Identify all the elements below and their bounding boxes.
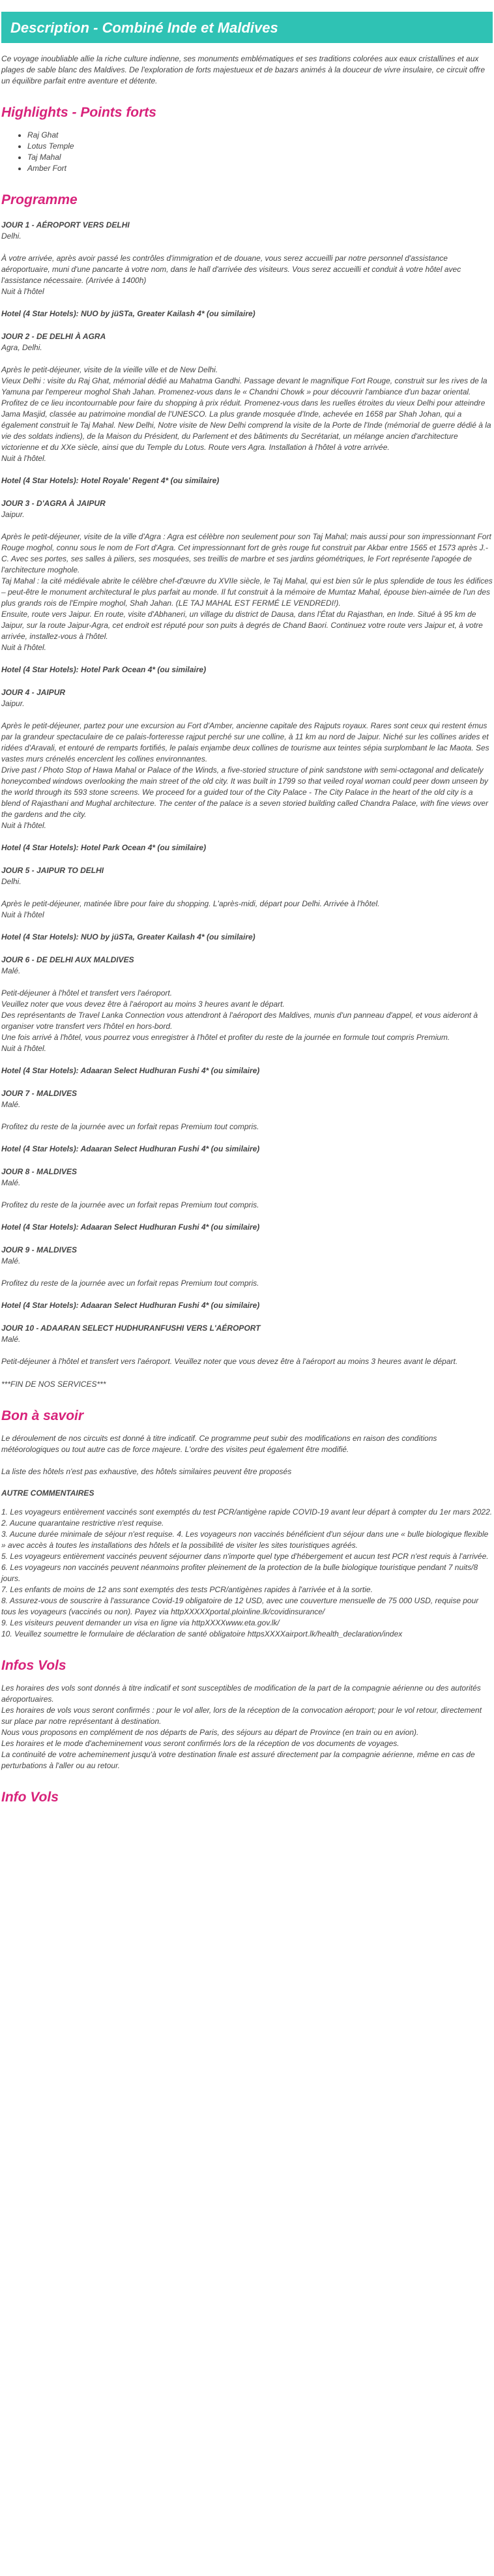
notes-heading: AUTRE COMMENTAIRES (1, 1488, 94, 1498)
day-city: Malé. (1, 1100, 21, 1109)
day-block (1, 220, 493, 319)
day-hotel: Hotel (4 Star Hotels): Adaaran Select Hudhuran Fushi 4* (ou similaire) (1, 1222, 260, 1232)
bon-a-savoir-heading: Bon à savoir (1, 1408, 84, 1423)
day-block (1, 1088, 493, 1155)
day-paragraph: Une fois arrivé à l'hôtel, vous pourrez vous enregistrer à l'hôtel et profiter du reste de la journée en formule tout compris Premium. (1, 1033, 450, 1042)
day-paragraph: Vieux Delhi : visite du Raj Ghat, mémorial dédié au Mahatma Gandhi. Passage devant le magnifique Fort Rouge, construit sur les rives de la Yamuna par l'empereur moghol Shah Jahan. Promenez-vous dans le « Chandni Chowk » pour découvrir l'ambiance d'un bazar oriental. Profitez de ce lieu incontournable pour faire du shopping à prix réduit. Promenez-vous dans les ruelles étroites du vieux Delhi pour atteindre Jama Masjid, classée au patrimoine mondial de l'UNESCO. La plus grande mosquée d'Inde, achevée en 1658 par Shah Johan, qui a également construit le Taj Mahal. New Delhi, Notre visite de New Delhi comprend la visite de la Porte de l'Inde (mémorial de guerre dédié à la vie des soldats indiens), de la Maison du Président, du Parlement et des bâtiments du Secrétariat, un mélange ancien d'architecture victorienne et du XXe siècle, ainsi que du Temple du Lotus. Route vers Agra. Installation à l'hôtel à votre arrivée. (1, 376, 491, 452)
day-paragraph: Après le petit-déjeuner, visite de la ville d'Agra : Agra est célèbre non seulement pour son Taj Mahal; mais aussi pour son impressionnant Fort Rouge moghol, connu sous le nom de Fort d'Agra. Cet impressionnant fort de grès rouge fut construit par Akbar entre 1565 et 1573 après J.-C. Avec ses portes, ses salles à piliers, ses mosquées, ses treillis de marbre et ses jardins géométriques, le Fort représente l'apogée de l'architecture moghole. (1, 532, 491, 574)
day-paragraph: Ensuite, route vers Jaipur. En route, visite d'Abhaneri, un village du district de Dausa, dans l'État du Rajasthan, en Inde. Situé à 95 km de Jaipur, sur la route Jaipur-Agra, cet endroit est réputé pour son puits à degrés de Chand Baori. Continuez votre route vers Jaipur et, à votre arrivée, installez-vous à l'hôtel. (1, 610, 483, 641)
day-title: JOUR 6 - DE DELHI AUX MALDIVES (1, 955, 134, 964)
day-paragraph: Après le petit-déjeuner, visite de la vieille ville et de New Delhi. (1, 365, 218, 374)
programme-days (1, 220, 493, 1367)
notes-list (1, 1507, 493, 1640)
day-block (1, 955, 493, 1076)
note-item: 8. Assurez-vous de souscrire à l'assurance Covid-19 obligatoire de 12 USD, avec une couverture mensuelle de 75 000 USD, requise pour tous les voyageurs (vaccinés ou non). Payez via httpXXXXXportal.ploinline.lk/covidinsurance/ (1, 1596, 479, 1616)
spacer (1, 242, 493, 253)
note-item: 7. Les enfants de moins de 12 ans sont exemptés des tests PCR/antigènes rapides à l'arrivée et à la sortie. (1, 1585, 373, 1594)
vols-line: Nous vous proposons en complément de nos départs de Paris, des séjours au départ de Province (en train ou en avion). (1, 1728, 419, 1737)
note-item: 6. Les voyageurs non vaccinés peuvent néanmoins profiter pleinement de la protection de la bulle biologique touristique pendant 7 nuits/8 jours. (1, 1563, 478, 1583)
spacer (1, 709, 493, 720)
day-city: Jaipur. (1, 510, 25, 519)
note-item: 10. Veuillez soumettre le formulaire de déclaration de santé obligatoire httpsXXXXairport.lk/health_declaration/index (1, 1629, 403, 1638)
day-paragraph: Profitez du reste de la journée avec un forfait repas Premium tout compris. (1, 1122, 259, 1131)
day-hotel: Hotel (4 Star Hotels): Adaaran Select Hudhuran Fushi 4* (ou similaire) (1, 1144, 260, 1153)
vols-line: Les horaires et le mode d'acheminement vous seront confirmés lors de la réception de vos documents de voyages. (1, 1739, 400, 1748)
info-vols-heading: Info Vols (1, 1790, 59, 1805)
highlight-item: • Taj Mahal (27, 152, 493, 163)
infos-vols-heading: Infos Vols (1, 1658, 66, 1673)
spacer (1, 1110, 493, 1121)
day-paragraph: Drive past / Photo Stop of Hawa Mahal or Palace of the Winds, a five-storied structure of pink sandstone with semi-octagonal and delicately honeycombed windows overlooking the main street of the old city. It was built in 1799 so that veiled royal woman could peer down unseen by the world through its 593 stone screens. We proceed for a guided tour of the City Palace - The City Palace in the heart of the old city is a blend of Rajasthani and Mughal architecture. The center of the palace is a seven storied building called Chandra Palace, with fine views over the gardens and the city. (1, 765, 489, 819)
day-paragraph: Nuit à l'hôtel. (1, 454, 46, 463)
day-title: JOUR 4 - JAIPUR (1, 688, 66, 697)
day-title: JOUR 8 - MALDIVES (1, 1167, 78, 1176)
vols-line: La continuité de votre acheminement jusqu'à votre destination finale est assuré directement par la compagnie aérienne, même en cas de perturbations à l'aller ou au retour. (1, 1750, 475, 1770)
spacer (1, 1189, 493, 1200)
day-paragraph: Petit-déjeuner à l'hôtel et transfert vers l'aéroport. Veuillez noter que vous devez être à l'aéroport au moins 3 heures avant le départ. (1, 1357, 458, 1366)
day-paragraph: Profitez du reste de la journée avec un forfait repas Premium tout compris. (1, 1279, 259, 1288)
day-paragraph: À votre arrivée, après avoir passé les contrôles d'immigration et de douane, vous serez accueilli par notre personnel d'assistance aéroportuaire, muni d'une pancarte à votre nom, dans le hall d'arrivée des visiteurs. Vous serez accueilli et conduit à votre hôtel avec l'assistance nécessaire. (Arrivée à 1400h) (1, 254, 461, 285)
day-paragraph: Après le petit-déjeuner, partez pour une excursion au Fort d'Amber, ancienne capitale des Rajputs royaux. Rares sont ceux qui restent émus par la grandeur spectaculaire de ce palais-forteresse rajput perché sur une colline, à 11 km au nord de Jaipur. Niché sur les collines arides et ridées d'Aravali, et entouré de remparts fortifiés, le palais enjambe deux collines de tourisme aux teintes sépia surplombant le lac Maota. Ses vastes murs crénelés encerclent les collines environnantes. (1, 721, 489, 763)
spacer (1, 977, 493, 988)
day-city: Jaipur. (1, 699, 25, 708)
page-title-banner: Description - Combiné Inde et Maldives (1, 12, 493, 43)
day-block (1, 865, 493, 943)
day-title: JOUR 10 - ADAARAN SELECT HUDHURANFUSHI VERS L'AÉROPORT (1, 1324, 261, 1333)
day-paragraph: Veuillez noter que vous devez être à l'aéroport au moins 3 heures avant le départ. (1, 999, 285, 1009)
day-title: JOUR 1 - AÉROPORT VERS DELHI (1, 220, 130, 229)
spacer (1, 520, 493, 531)
highlights-heading: Highlights - Points forts (1, 105, 156, 120)
day-city: Malé. (1, 1178, 21, 1187)
day-paragraph: Profitez du reste de la journée avec un forfait repas Premium tout compris. (1, 1200, 259, 1209)
day-block (1, 331, 493, 486)
note-item: 5. Les voyageurs entièrement vaccinés peuvent séjourner dans n'importe quel type d'hébergement et aucun test PCR n'est requis à l'arrivée. (1, 1552, 489, 1561)
note-item: 1. Les voyageurs entièrement vaccinés sont exemptés du test PCR/antigène rapide COVID-19 avant leur départ à compter du 1er mars 2022. (1, 1507, 493, 1517)
day-paragraph: Nuit à l'hôtel (1, 287, 44, 296)
day-block (1, 498, 493, 675)
programme-heading: Programme (1, 192, 78, 207)
day-hotel: Hotel (4 Star Hotels): NUO by jüSTa, Greater Kailash 4* (ou similaire) (1, 932, 255, 941)
day-paragraph: Nuit à l'hôtel. (1, 821, 46, 830)
spacer (1, 1267, 493, 1278)
day-hotel: Hotel (4 Star Hotels): Hotel Royale' Regent 4* (ou similaire) (1, 476, 220, 485)
bon-a-savoir-hotels-note: La liste des hôtels n'est pas exhaustive, des hôtels similaires peuvent être proposés (1, 1467, 292, 1476)
day-block (1, 687, 493, 853)
intro-text: Ce voyage inoubliable allie la riche culture indienne, ses monuments emblématiques et ses traditions colorées aux eaux cristallines et aux plages de sable blanc des Maldives. De l'exploration de forts majestueux et de bazars animés à la douceur de vivre insulaire, ce circuit offre un équilibre parfait entre aventure et détente. (1, 54, 486, 85)
bon-a-savoir-text: Le déroulement de nos circuits est donné à titre indicatif. Ce programme peut subir des modifications en raison des conditions météorologiques ou tout autre cas de force majeure. L'ordre des visites peut également être modifié. (1, 1434, 437, 1454)
day-city: Delhi. (1, 877, 22, 886)
day-hotel: Hotel (4 Star Hotels): Adaaran Select Hudhuran Fushi 4* (ou similaire) (1, 1066, 260, 1075)
day-city: Agra, Delhi. (1, 343, 42, 352)
day-title: JOUR 5 - JAIPUR TO DELHI (1, 866, 104, 875)
day-paragraph: Taj Mahal : la cité médiévale abrite le célèbre chef-d'œuvre du XVIIe siècle, le Taj Mahal, qui est bien sûr le plus splendide de tous les édifices – peut-être le monument architectural le plus parfait au monde. Il fut construit à la mémoire de Mumtaz Mahal, épouse bien-aimée de l'un des plus grands rois de l'Empire moghol, Shah Jahan. (LE TAJ MAHAL EST FERMÉ LE VENDREDI!). (1, 576, 493, 608)
day-paragraph: Après le petit-déjeuner, matinée libre pour faire du shopping. L'après-midi, départ pour Delhi. Arrivée à l'hôtel. (1, 899, 380, 908)
highlight-item: • Amber Fort (27, 163, 493, 174)
highlight-item: • Raj Ghat (27, 130, 493, 141)
day-title: JOUR 7 - MALDIVES (1, 1089, 78, 1098)
day-city: Malé. (1, 1335, 21, 1344)
day-hotel: Hotel (4 Star Hotels): NUO by jüSTa, Greater Kailash 4* (ou similaire) (1, 309, 255, 318)
day-hotel: Hotel (4 Star Hotels): Hotel Park Ocean 4* (ou similaire) (1, 665, 207, 674)
vols-line: Les horaires des vols sont donnés à titre indicatif et sont susceptibles de modification de la part de la compagnie aérienne ou des autorités aéroportuaires. (1, 1683, 481, 1704)
day-city: Delhi. (1, 231, 22, 241)
day-block (1, 1323, 493, 1367)
highlight-item: • Lotus Temple (27, 141, 493, 152)
day-title: JOUR 9 - MALDIVES (1, 1245, 78, 1254)
highlights-list (1, 130, 493, 174)
spacer (1, 1345, 493, 1356)
spacer (1, 887, 493, 898)
day-paragraph: Nuit à l'hôtel. (1, 643, 46, 652)
day-paragraph: Des représentants de Travel Lanka Connection vous attendront à l'aéroport des Maldives, munis d'un panneau d'appel, et vous aideront à organiser votre transfert vers l'hôtel en hors-bord. (1, 1011, 478, 1031)
spacer (1, 353, 493, 364)
note-item: 3. Aucune durée minimale de séjour n'est requise. 4. Les voyageurs non vaccinés bénéficient d'un séjour dans une « bulle biologique flexible » avec accès à toutes les installations des hôtels et la possibilité de visiter les sites touristiques agréés. (1, 1530, 489, 1550)
day-city: Malé. (1, 1256, 21, 1266)
day-block (1, 1245, 493, 1311)
vols-line: Les horaires de vols vous seront confirmés : pour le vol aller, lors de la réception de la convocation aéroport; pour le vol retour, directement sur place par notre représentant à destination. (1, 1706, 482, 1726)
day-title: JOUR 3 - D'AGRA À JAIPUR (1, 499, 106, 508)
day-paragraph: Petit-déjeuner à l'hôtel et transfert vers l'aéroport. (1, 988, 173, 998)
day-city: Malé. (1, 966, 21, 975)
day-hotel: Hotel (4 Star Hotels): Adaaran Select Hudhuran Fushi 4* (ou similaire) (1, 1301, 260, 1310)
day-paragraph: Nuit à l'hôtel (1, 910, 44, 919)
day-hotel: Hotel (4 Star Hotels): Hotel Park Ocean 4* (ou similaire) (1, 843, 207, 852)
infos-vols-list (1, 1683, 493, 1771)
day-title: JOUR 2 - DE DELHI À AGRA (1, 332, 106, 341)
day-block (1, 1166, 493, 1233)
end-of-services: ***FIN DE NOS SERVICES*** (1, 1380, 106, 1389)
note-item: 9. Les visiteurs peuvent demander un visa en ligne via httpXXXXwww.eta.gov.lk/ (1, 1618, 280, 1627)
day-paragraph: Nuit à l'hôtel. (1, 1044, 46, 1053)
note-item: 2. Aucune quarantaine restrictive n'est requise. (1, 1518, 164, 1528)
